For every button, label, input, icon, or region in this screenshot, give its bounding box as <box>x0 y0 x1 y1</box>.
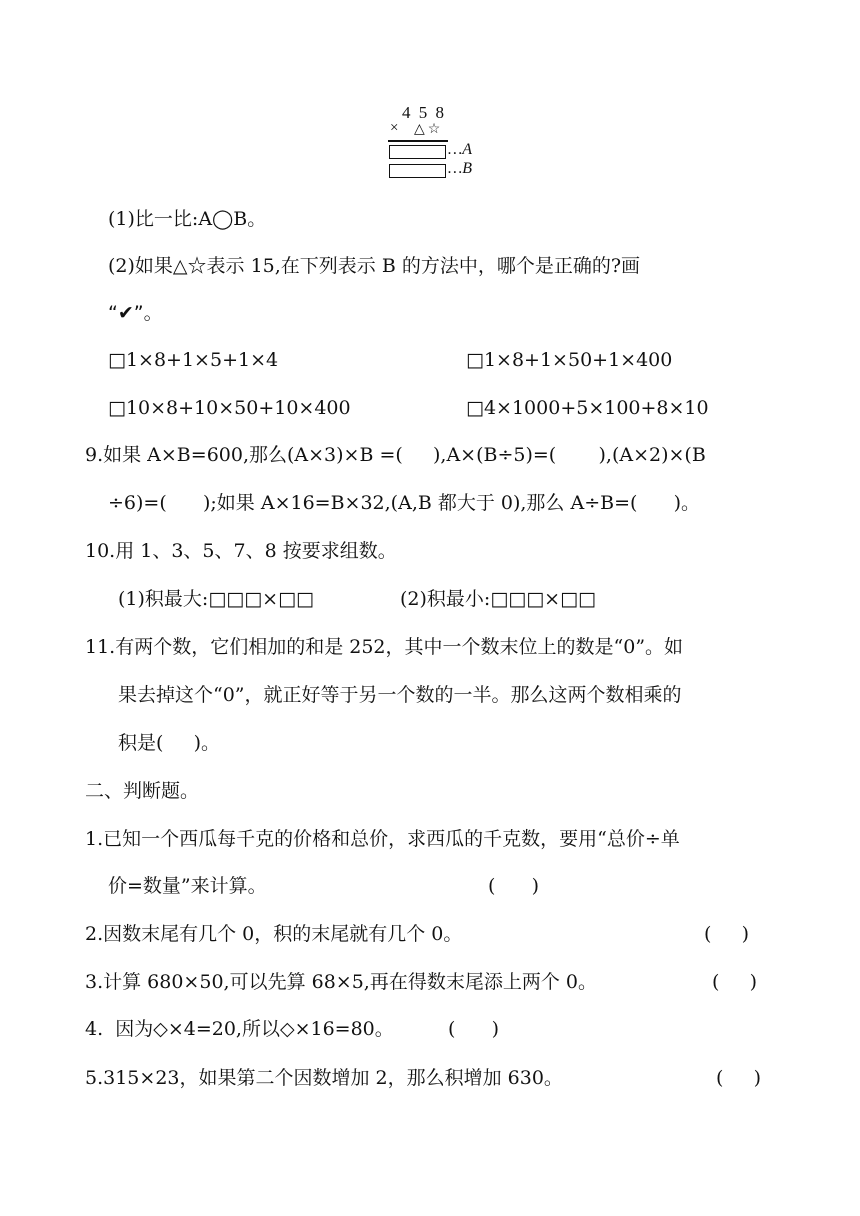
option-1: □1×8+1×5+1×4 <box>108 349 279 371</box>
option-3: □10×8+10×50+10×400 <box>108 397 351 419</box>
judge-1-line1: 1.已知一个西瓜每千克的价格和总价，求西瓜的千克数，要用“总价÷单 <box>85 828 680 850</box>
q10-part1: (1)积最大:□□□×□□ <box>118 588 314 610</box>
q8-part2-line1: (2)如果△☆表示 15,在下列表示 B 的方法中，哪个是正确的?画 <box>108 255 641 277</box>
option-4: □4×1000+5×100+8×10 <box>466 397 709 419</box>
q8-part1: (1)比一比:A◯B。 <box>108 208 267 230</box>
q10-part2: (2)积最小:□□□×□□ <box>400 588 596 610</box>
judge-5-answer-paren: ( ) <box>716 1067 762 1089</box>
multiplier-symbols: △☆ <box>414 122 444 137</box>
judge-4: 4. 因为◇×4=20,所以◇×16=80。 <box>85 1018 394 1040</box>
row-b-label: …B <box>448 160 472 177</box>
q8-part2-line2: “✔”。 <box>108 302 163 324</box>
section-2-heading: 二、判断题。 <box>85 780 200 802</box>
judge-3: 3.计算 680×50,可以先算 68×5,再在得数末尾添上两个 0。 <box>85 971 597 993</box>
multiplication-figure <box>384 103 494 183</box>
judge-2: 2.因数末尾有几个 0，积的末尾就有几个 0。 <box>85 923 463 945</box>
q9-line2: ÷6)=( );如果 A×16=B×32,(A,B 都大于 0),那么 A÷B=( )。 <box>108 492 701 514</box>
judge-5: 5.315×23，如果第二个因数增加 2，那么积增加 630。 <box>85 1067 563 1089</box>
times-sign: × <box>390 120 399 136</box>
judge-3-answer-paren: ( ) <box>712 971 758 993</box>
q11-line3: 积是( )。 <box>118 732 221 754</box>
blank-row-a <box>389 145 446 159</box>
judge-2-answer-paren: ( ) <box>704 923 750 945</box>
judge-4-answer-paren: ( ) <box>448 1018 500 1040</box>
multiplication-rule <box>388 140 448 142</box>
option-2: □1×8+1×50+1×400 <box>466 349 673 371</box>
q11-line1: 11.有两个数，它们相加的和是 252，其中一个数末位上的数是“0”。如 <box>85 636 684 658</box>
top-digits: 4 5 8 <box>402 103 446 122</box>
blank-row-b <box>389 164 446 178</box>
judge-1-answer-paren: ( ) <box>488 875 540 897</box>
q10: 10.用 1、3、5、7、8 按要求组数。 <box>85 540 397 562</box>
row-a-label: …A <box>448 141 472 158</box>
q11-line2: 果去掉这个“0”，就正好等于另一个数的一半。那么这两个数相乘的 <box>118 684 682 706</box>
judge-1-line2: 价=数量”来计算。 <box>108 875 267 897</box>
q9-line1: 9.如果 A×B=600,那么(A×3)×B =( ),A×(B÷5)=( ),(A×2)×(B <box>85 444 706 466</box>
